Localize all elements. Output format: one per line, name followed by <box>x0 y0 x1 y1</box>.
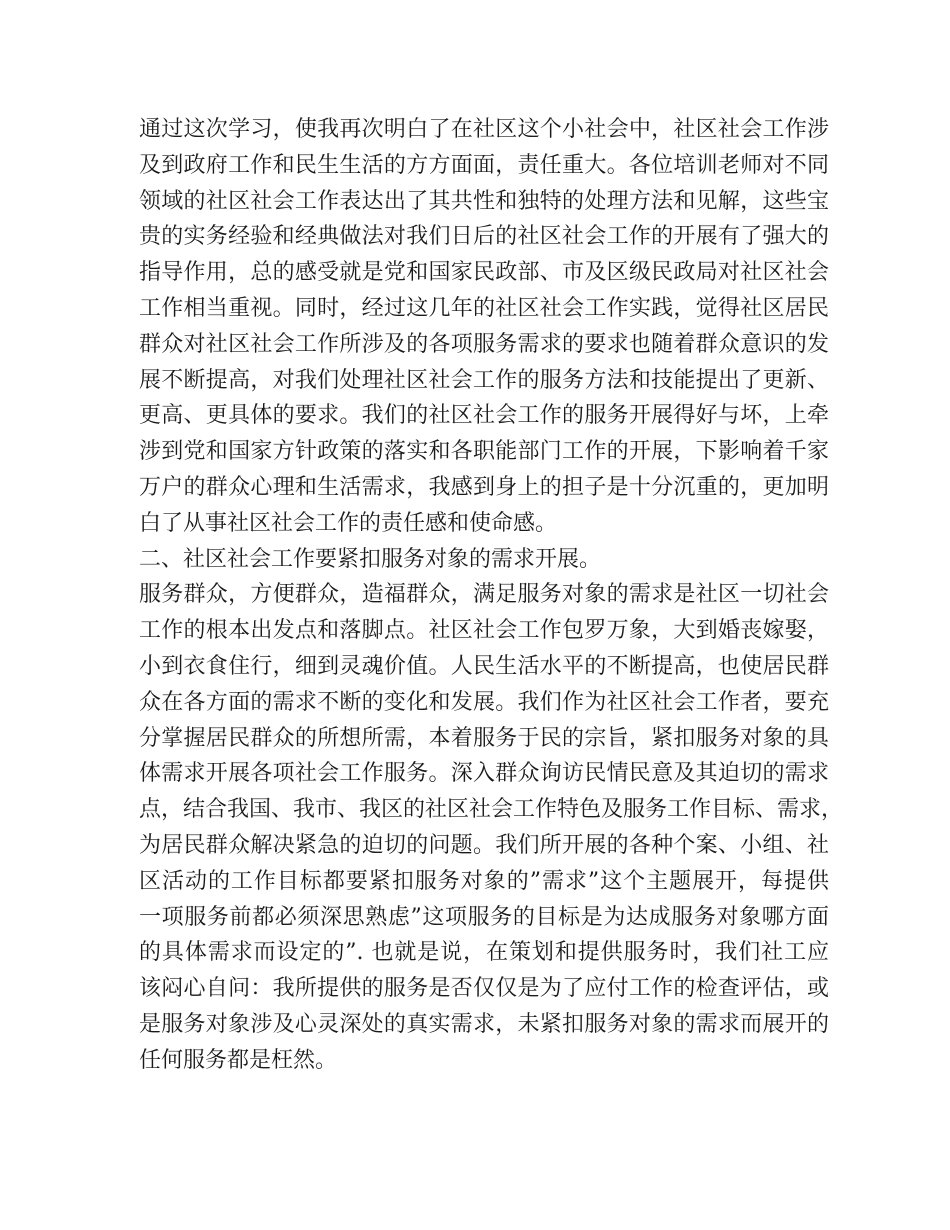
text-line: 贵的实务经验和经典做法对我们日后的社区社会工作的开展有了强大的 <box>139 224 829 250</box>
text-line: 指导作用，总的感受就是党和国家民政部、市及区级民政局对社区社会 <box>139 260 829 286</box>
text-line: 万户的群众心理和生活需求，我感到身上的担子是十分沉重的，更加明 <box>139 474 829 500</box>
text-line: 展不断提高，对我们处理社区社会工作的服务方法和技能提出了更新、 <box>139 367 829 393</box>
heading-text: 二、社区社会工作要紧扣服务对象的需求开展。 <box>139 546 602 572</box>
text-line: 服务群众，方便群众，造福群众，满足服务对象的需求是社区一切社会 <box>139 582 829 608</box>
text-line: 群众对社区社会工作所涉及的各项服务需求的要求也随着群众意识的发 <box>139 331 829 357</box>
text-line: 体需求开展各项社会工作服务。深入群众询访民情民意及其迫切的需求 <box>139 761 829 787</box>
text-line: 小到衣食住行，细到灵魂价值。人民生活水平的不断提高，也使居民群 <box>139 653 829 679</box>
paragraph-2 <box>139 577 844 1078</box>
text-line: 更高、更具体的要求。我们的社区社会工作的服务开展得好与坏，上牵 <box>139 403 829 429</box>
text-line: 通过这次学习，使我再次明白了在社区这个小社会中，社区社会工作涉 <box>139 117 829 142</box>
text-line: 的具体需求而设定的”. 也就是说，在策划和提供服务时，我们社工应 <box>139 940 829 966</box>
text-line: 白了从事社区社会工作的责任感和使命感。 <box>139 510 558 536</box>
text-line: 任何服务都是枉然。 <box>139 1047 338 1073</box>
paragraph-1 <box>139 112 829 542</box>
text-line: 及到政府工作和民生生活的方方面面，责任重大。各位培训老师对不同 <box>139 152 829 178</box>
text-line: 为居民群众解决紧急的迫切的问题。我们所开展的各种个案、小组、社 <box>139 832 829 858</box>
text-line: 点，结合我国、我市、我区的社区社会工作特色及服务工作目标、需求， <box>139 797 844 823</box>
text-line: 该闷心自问：我所提供的服务是否仅仅是为了应付工作的检查评估，或 <box>139 976 829 1002</box>
text-line: 涉到党和国家方针政策的落实和各职能部门工作的开展，下影响着千家 <box>139 439 829 465</box>
section-heading <box>139 542 829 578</box>
text-line: 工作的根本出发点和落脚点。社区社会工作包罗万象，大到婚丧嫁娶， <box>139 618 829 644</box>
text-line: 区活动的工作目标都要紧扣服务对象的”需求”这个主题展开，每提供 <box>139 868 829 894</box>
text-line: 众在各方面的需求不断的变化和发展。我们作为社区社会工作者，要充 <box>139 689 829 715</box>
text-line: 工作相当重视。同时，经过这几年的社区社会工作实践，觉得社区居民 <box>139 295 829 321</box>
text-line: 领域的社区社会工作表达出了其共性和独特的处理方法和见解，这些宝 <box>139 188 829 214</box>
body-text <box>139 112 844 1079</box>
text-line: 一项服务前都必须深思熟虑”这项服务的目标是为达成服务对象哪方面 <box>139 904 829 930</box>
text-line: 是服务对象涉及心灵深处的真实需求，未紧扣服务对象的需求而展开的 <box>139 1011 829 1037</box>
text-line: 分掌握居民群众的所想所需，本着服务于民的宗旨，紧扣服务对象的具 <box>139 725 829 751</box>
